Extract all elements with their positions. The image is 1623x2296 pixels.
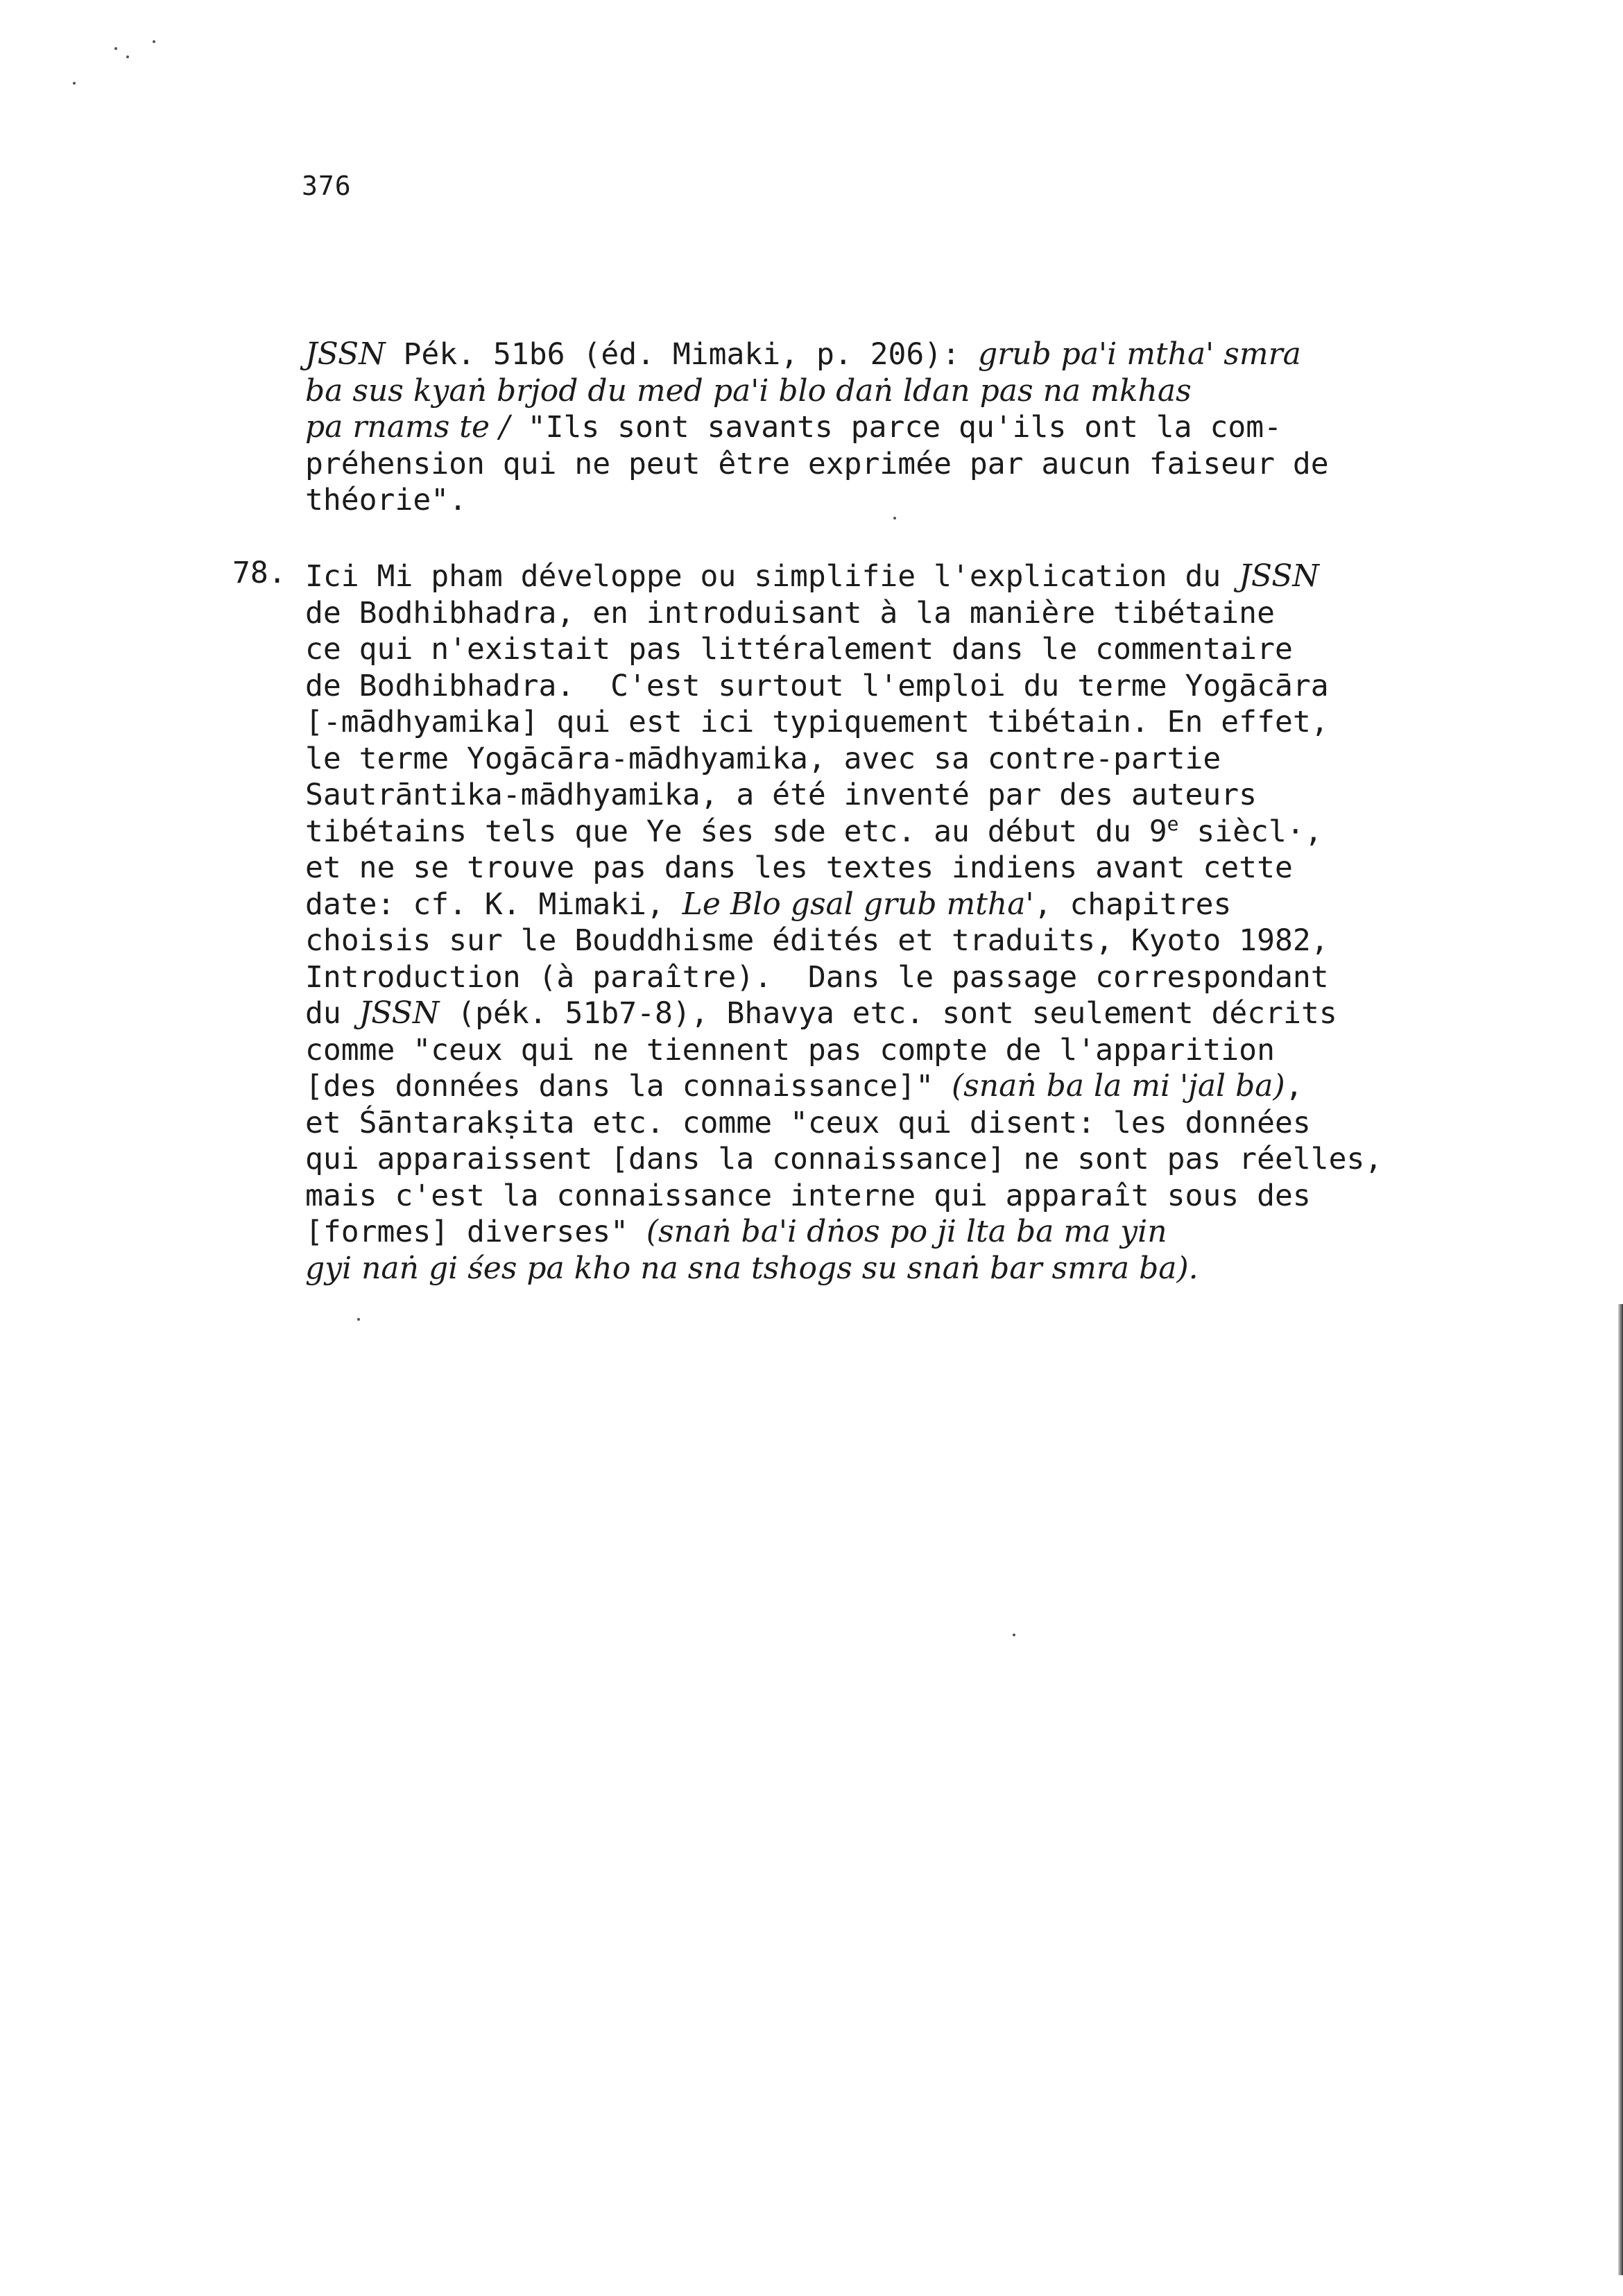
text-line [305, 1214, 1382, 1251]
superscript: e [1167, 812, 1179, 835]
text-line [305, 1032, 1382, 1069]
text-segment: (pék. 51b7-8), Bhavya etc. sont seulement décrits [439, 996, 1337, 1031]
scan-speck [153, 40, 155, 43]
text-segment: "Ils sont savants parce qu'ils ont la com- [509, 410, 1282, 445]
italic-segment: Le Blo gsal grub mtha' [682, 886, 1034, 922]
italic-segment: gyi naṅ gi śes pa kho na sna tshogs su snaṅ bar smra ba). [305, 1250, 1199, 1286]
text-segment: et Śāntarakṣita etc. comme "ceux qui disent: les données [305, 1105, 1311, 1140]
text-line [305, 595, 1382, 632]
text-line [305, 959, 1382, 996]
text-segment: siècl·, [1178, 814, 1323, 849]
italic-segment: pa rnams te / [305, 409, 510, 445]
note-78-text [305, 558, 1382, 1287]
text-line [305, 814, 1382, 850]
text-segment: et ne se trouve pas dans les textes indiens avant cette [305, 850, 1293, 885]
text-segment: Introduction (à paraître). Dans le passage correspondant [305, 959, 1329, 995]
text-segment: [formes] diverses" [305, 1215, 646, 1249]
text-segment: tibétains tels que Ye śes sde etc. au début du 9 [305, 814, 1167, 849]
text-line [305, 1105, 1382, 1142]
italic-segment: (snaṅ ba'i dṅos po ji lta ba ma yin [646, 1214, 1167, 1249]
text-segment: , chapitres [1033, 886, 1232, 922]
text-line [305, 1251, 1382, 1287]
text-line [305, 446, 1329, 483]
text-line [305, 704, 1382, 741]
italic-segment: grub pa'i mtha' smra [977, 336, 1301, 372]
text-line [305, 1141, 1382, 1178]
scan-edge-shadow [1618, 1304, 1623, 2275]
text-segment: ce qui n'existait pas littéralement dans le commentaire [305, 632, 1293, 667]
scan-speck [114, 47, 117, 50]
text-segment: du [305, 996, 359, 1031]
text-segment: choisis sur le Bouddhisme édités et traduits, Kyoto 1982, [305, 923, 1329, 958]
note-number: 78. [232, 556, 286, 590]
italic-segment: JSSN [1239, 558, 1319, 594]
scan-speck [126, 55, 129, 58]
text-line [305, 558, 1382, 595]
text-line [305, 886, 1382, 923]
italic-segment: JSSN [305, 336, 386, 372]
text-line [305, 995, 1382, 1032]
text-line [305, 1068, 1382, 1105]
italic-segment: ba sus kyaṅ brjod du med pa'i blo daṅ ldan pas na mkhas [305, 372, 1192, 409]
italic-segment: (snaṅ ba la mi 'jal ba) [951, 1068, 1285, 1104]
scan-speck [1013, 1634, 1015, 1636]
text-segment: [-mādhyamika] qui est ici typiquement tibétain. En effet, [305, 705, 1329, 739]
text-segment: , [1285, 1069, 1303, 1104]
text-line [305, 631, 1382, 668]
text-segment: de Bodhibhadra, en introduisant à la manière tibétaine [305, 595, 1275, 631]
text-line [305, 482, 1329, 519]
text-segment: qui apparaissent [dans la connaissance] ne sont pas réelles, [305, 1142, 1383, 1176]
text-line [305, 336, 1329, 373]
italic-segment: JSSN [359, 995, 440, 1031]
text-segment: théorie". [305, 483, 467, 517]
text-segment: le terme Yogācāra-mādhyamika, avec sa contre-partie [305, 741, 1221, 776]
text-segment: comme "ceux qui ne tiennent pas compte de l'apparition [305, 1032, 1275, 1068]
scan-speck [893, 517, 896, 520]
text-line [305, 409, 1329, 446]
text-segment: Sautrāntika-mādhyamika, a été inventé par des auteurs [305, 778, 1257, 812]
text-segment: date: cf. K. Mimaki, [305, 886, 682, 922]
text-line [305, 923, 1382, 959]
text-line [305, 373, 1329, 410]
text-segment: préhension qui ne peut être exprimée par aucun faiseur de [305, 446, 1329, 481]
footnote-continuation [305, 336, 1329, 519]
page-number: 376 [302, 171, 352, 201]
text-line [305, 777, 1382, 814]
text-line [305, 1178, 1382, 1215]
text-line [305, 668, 1382, 705]
text-segment: de Bodhibhadra. C'est surtout l'emploi du terme Yogācāra [305, 668, 1329, 703]
text-line [305, 741, 1382, 778]
text-segment: mais c'est la connaissance interne qui apparaît sous des [305, 1178, 1311, 1213]
scan-speck [73, 82, 76, 85]
text-segment: Ici Mi pham développe ou simplifie l'explication du [305, 559, 1239, 594]
scan-speck [357, 1318, 360, 1321]
text-segment: Pék. 51b6 (éd. Mimaki, p. 206): [385, 337, 978, 372]
text-segment: [des données dans la connaissance]" [305, 1069, 952, 1104]
text-line [305, 850, 1382, 886]
